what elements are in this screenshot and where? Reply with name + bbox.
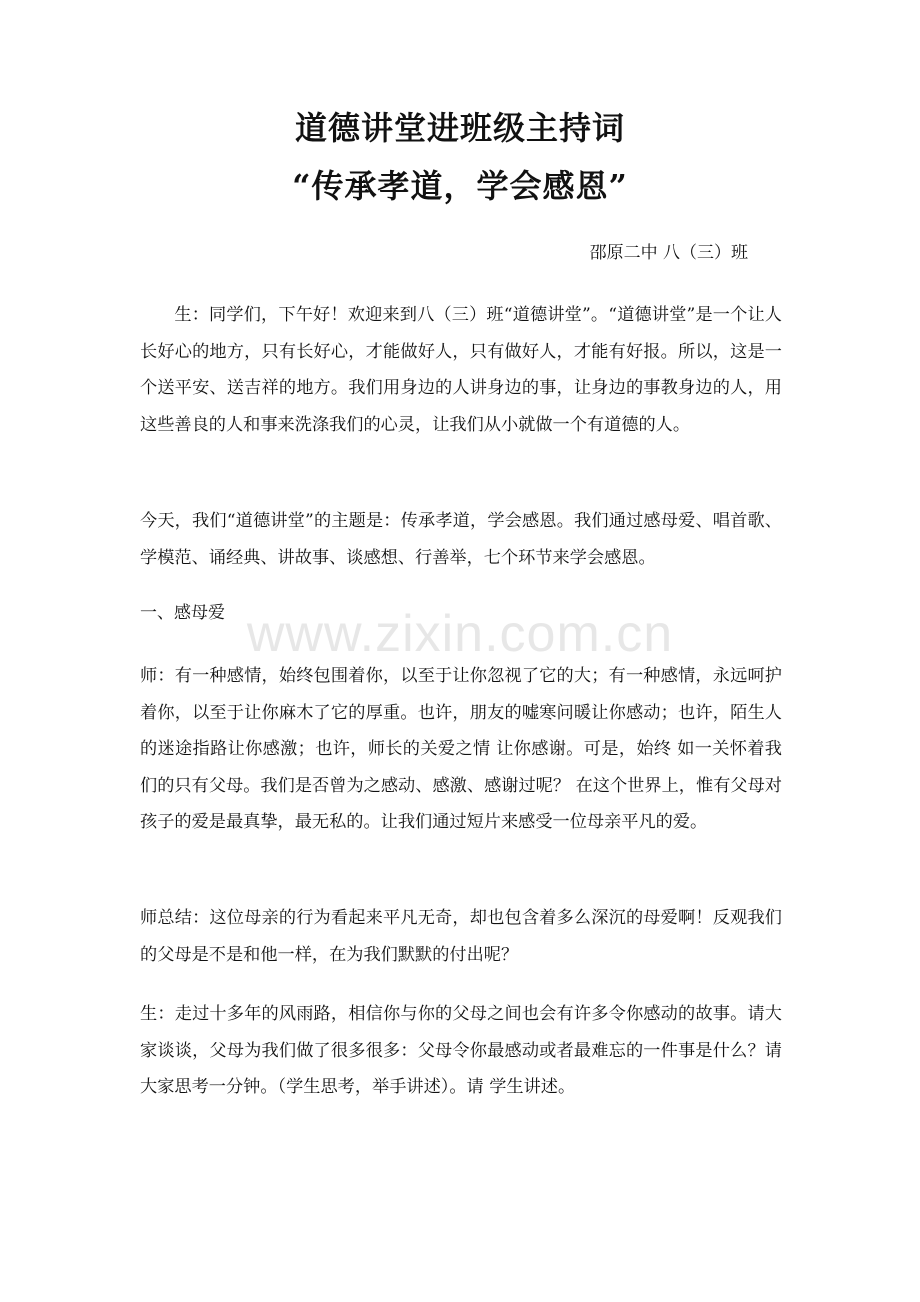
paragraph-welcome: 生：同学们，下午好！欢迎来到八（三）班“道德讲堂”。“道德讲堂”是一个让人长好心的地方，只有长好心，才能做好人，只有做好人，才能有好报。所以，这是一个送平安、送吉祥的地方。我们用身边的人讲身边的事，让身边的事教身边的人，用这些善良的人和事来洗涤我们的心灵，让我们从小就做一个有道德的人。 (140, 305, 782, 435)
document-title: 道德讲堂进班级主持词 (294, 109, 625, 147)
paragraph-student-talk: 生：走过十多年的风雨路，相信你与你的父母之间也会有许多令你感动的故事。请大家谈谈，父母为我们做了很多很多：父母令你最感动或者最难忘的一件事是什么？请大家思考一分钟。（学生思考，举手讲述）。请 学生讲述。 (140, 1004, 782, 1098)
paragraph-teacher-intro: 师：有一种感情，始终包围着你，以至于让你忽视了它的大；有一种感情，永远呵护着你，以至于让你麻木了它的厚重。也许，朋友的嘘寒问暖让你感动；也许，陌生人的迷途指路让你感激；也许，师长的关爱之情 让你感谢。可是，始终 如一关怀着我们的只有父母。我们是否曾为之感动、感激、感谢过呢？ 在这个世界上，惟有父母对孩子的爱是最真挚，最无私的。让我们通过短片来感受一位母亲平凡的爱。 (140, 666, 782, 833)
paragraph-theme: 今天，我们“道德讲堂”的主题是：传承孝道，学会感恩。我们通过感母爱、唱首歌、学模范、诵经典、讲故事、谈感想、行善举，七个环节来学会感恩。 (140, 511, 782, 568)
paragraph-teacher-summary: 师总结：这位母亲的行为看起来平凡无奇，却也包含着多么深沉的母爱啊！反观我们的父母是不是和他一样，在为我们默默的付出呢？ (140, 908, 782, 965)
document-subtitle: “传承孝道，学会感恩” (292, 167, 628, 205)
byline-class: 邵原二中 八（三）班 (589, 243, 748, 263)
watermark: www.zixin.com.cn (246, 605, 674, 663)
section-heading-mother-love: 一、感母爱 (140, 603, 225, 623)
